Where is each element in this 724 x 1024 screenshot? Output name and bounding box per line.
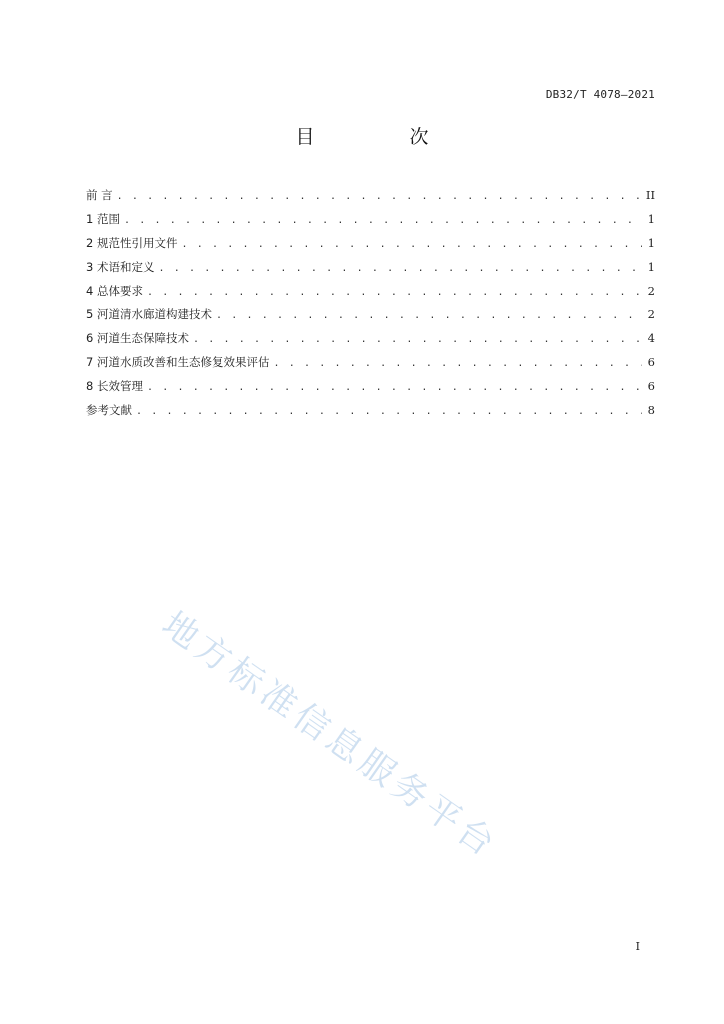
toc-entry-label: 8 长效管理 [86, 379, 143, 394]
toc-entry-page: 2 [647, 307, 655, 322]
toc-leader-dots [158, 260, 641, 278]
toc-entry-page: 1 [647, 235, 655, 250]
toc-entry-long-term-management[interactable] [86, 377, 655, 401]
toc-leader-dots [181, 236, 641, 254]
toc-leader-dots [147, 284, 642, 302]
toc-leader-dots [273, 355, 641, 373]
toc-entry-label: 前 言 [86, 188, 113, 202]
toc-entry-label: 3 术语和定义 [86, 259, 155, 274]
page-number: I [635, 940, 640, 953]
standard-code: DB32/T 4078—2021 [545, 88, 655, 101]
toc-entry-label: 5 河道清水廊道构建技术 [86, 307, 212, 322]
toc-leader-dots [136, 403, 642, 421]
toc-entry-page: 6 [647, 355, 655, 370]
toc-entry-label: 参考文献 [86, 403, 132, 418]
toc-entry-page: II [645, 188, 655, 202]
toc-entry-label: 6 河道生态保障技术 [86, 331, 189, 346]
page-title: 目 次 [295, 126, 467, 148]
toc-leader-dots [117, 188, 640, 206]
toc-entry-page: 6 [647, 379, 655, 394]
toc-entry-label: 4 总体要求 [86, 283, 143, 298]
toc-entry-page: 4 [647, 331, 655, 346]
watermark-text: 地方标准信息服务平台 [154, 604, 506, 867]
toc-entry-page: 2 [647, 283, 655, 298]
toc-leader-dots [216, 307, 642, 325]
toc-entry-scope[interactable] [86, 210, 655, 234]
table-of-contents [86, 186, 655, 425]
toc-leader-dots [147, 379, 642, 397]
toc-leader-dots [193, 331, 642, 349]
toc-leader-dots [124, 212, 642, 230]
toc-entry-terms-definitions[interactable] [86, 258, 655, 282]
toc-entry-page: 1 [647, 211, 655, 226]
toc-entry-page: 1 [647, 259, 655, 274]
toc-entry-ecological-safeguard[interactable] [86, 329, 655, 353]
toc-entry-page: 8 [647, 403, 655, 418]
toc-entry-foreword[interactable] [86, 186, 655, 210]
toc-entry-label: 1 范围 [86, 211, 120, 226]
toc-entry-label: 7 河道水质改善和生态修复效果评估 [86, 355, 270, 370]
toc-entry-bibliography[interactable] [86, 401, 655, 425]
toc-entry-effect-evaluation[interactable] [86, 353, 655, 377]
toc-entry-normative-references[interactable] [86, 234, 655, 258]
toc-entry-general-requirements[interactable] [86, 282, 655, 306]
toc-entry-clear-water-corridor[interactable] [86, 305, 655, 329]
toc-entry-label: 2 规范性引用文件 [86, 235, 178, 250]
